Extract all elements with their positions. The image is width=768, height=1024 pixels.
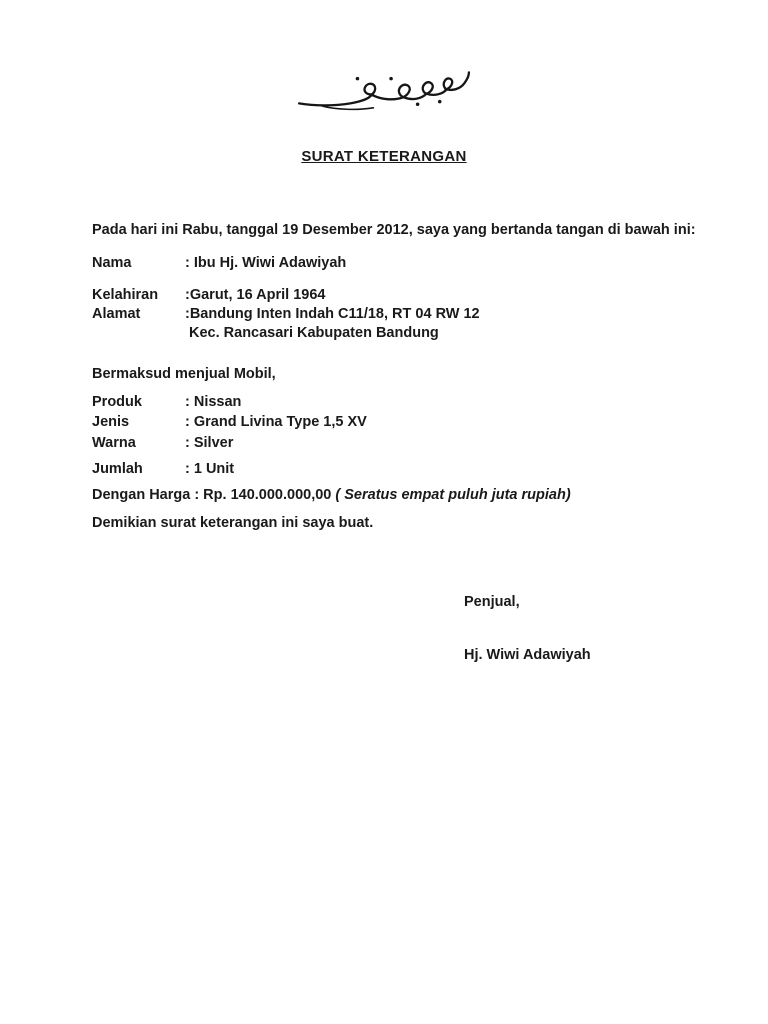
field-value-jenis: : Grand Livina Type 1,5 XV bbox=[185, 414, 367, 430]
field-row-kelahiran bbox=[92, 286, 728, 305]
field-row-produk bbox=[92, 393, 728, 412]
field-row-alamat bbox=[92, 305, 728, 324]
field-label-kelahiran: Kelahiran bbox=[92, 287, 159, 303]
field-value-alamat: :Bandung Inten Indah C11/18, RT 04 RW 12 bbox=[185, 306, 480, 322]
field-value-warna: : Silver bbox=[185, 435, 234, 451]
bismillah-calligraphy bbox=[295, 68, 473, 114]
bismillah-calligraphy-icon bbox=[295, 68, 473, 114]
field-label-jenis: Jenis bbox=[92, 414, 130, 430]
field-row-warna bbox=[92, 434, 728, 453]
field-value-nama: : Ibu Hj. Wiwi Adawiyah bbox=[185, 255, 347, 271]
field-label-produk: Produk bbox=[92, 394, 142, 410]
field-row-jumlah bbox=[92, 460, 728, 479]
price-label: Dengan Harga : Rp. 140.000.000,00 bbox=[92, 487, 332, 503]
field-value-jumlah: : 1 Unit bbox=[185, 461, 235, 477]
signature-name: Hj. Wiwi Adawiyah bbox=[464, 647, 591, 663]
field-row-nama bbox=[92, 254, 728, 273]
intent-line: Bermaksud menjual Mobil, bbox=[92, 366, 276, 382]
field-label-nama: Nama bbox=[92, 255, 132, 271]
price-in-words: ( Seratus empat puluh juta rupiah) bbox=[335, 487, 571, 503]
field-value-alamat-line2: Kec. Rancasari Kabupaten Bandung bbox=[189, 325, 439, 341]
price-line bbox=[92, 486, 728, 505]
field-value-kelahiran: :Garut, 16 April 1964 bbox=[185, 287, 326, 303]
field-label-jumlah: Jumlah bbox=[92, 461, 143, 477]
field-label-alamat: Alamat bbox=[92, 306, 141, 322]
field-label-warna: Warna bbox=[92, 435, 136, 451]
field-row-jenis bbox=[92, 413, 728, 432]
signature-role: Penjual, bbox=[464, 594, 520, 610]
field-value-produk: : Nissan bbox=[185, 394, 242, 410]
closing-line: Demikian surat keterangan ini saya buat. bbox=[92, 515, 374, 531]
opening-paragraph: Pada hari ini Rabu, tanggal 19 Desember 2012, saya yang bertanda tangan di bawah ini: bbox=[92, 222, 696, 238]
page-title: SURAT KETERANGAN bbox=[301, 148, 467, 165]
signature-block bbox=[464, 593, 728, 665]
